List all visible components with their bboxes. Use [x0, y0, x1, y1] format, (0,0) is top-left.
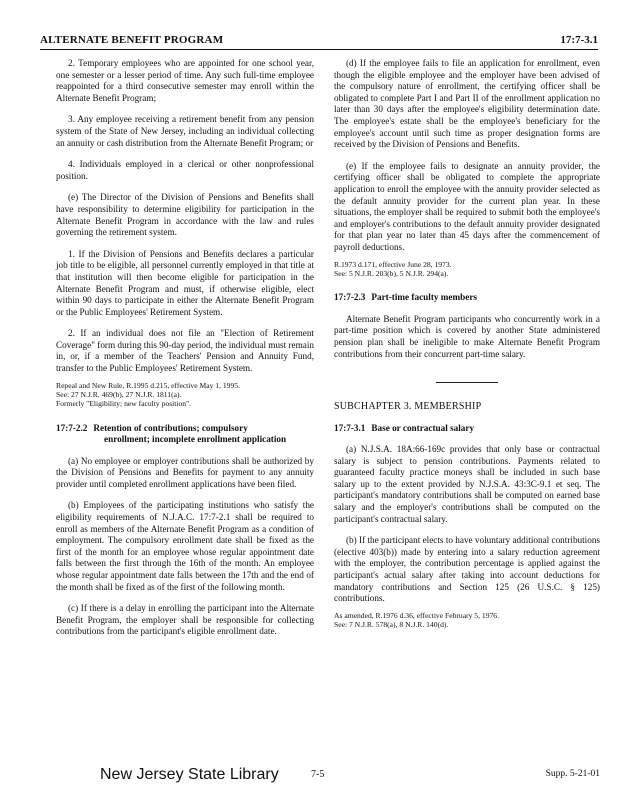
paragraph-e1: 1. If the Division of Pensions and Benefits declares a particular job title to be eligible, all personnel currently employed in that title at that institution will then become eligible for participation in the Alternate Benefit Program and must, if otherwise eligible, elect within 90 days to participate in either the Alternate Benefit Program or the Public Employees' Retirement System. [56, 248, 314, 317]
section-divider [436, 382, 498, 383]
section-title-line1: Retention of contributions; compulsory [93, 422, 248, 433]
history-note-2-2 [334, 260, 600, 279]
paragraph-3-1-a: (a) N.J.S.A. 18A:66-169c provides that only base or contractual salary is subject to pension contributions. Payments related to guaranteed faculty practice moneys shall be included in such base salary up to the extent provided by N.J.S.A. 43:3C-9.1 et seq. The participant's mandatory contributions shall be computed on earned base salary and the employer's contributions shall be computed on the participant's contractual salary. [334, 444, 600, 524]
section-title: Base or contractual salary [371, 422, 475, 433]
library-watermark: New Jersey State Library [100, 766, 279, 783]
history-line: Formerly "Eligibility; new faculty position". [56, 399, 192, 409]
right-column [334, 58, 600, 644]
section-heading-2-2 [56, 423, 314, 446]
paragraph-2-2-b: (b) Employees of the participating institutions who satisfy the eligibility requirements of N.J.A.C. 17:7-2.1 shall be required to enroll as members of the Alternate Benefit Program as a condition of employment. The compulsory enrollment date shall be fixed as the first of the month for an employee whose regular appointment date falls between the first through the 16th of the month. An employee whose regular appointment date falls between the 17th and the end of the month shall be fixed as of the first of the following month. [56, 500, 314, 592]
paragraph-2-2-c: (c) If there is a delay in enrolling the participant into the Alternate Benefit Program, the employer shall be responsible for collecting contributions from the participant's eligible enrollment date. [56, 603, 314, 637]
history-line: R.1973 d.171, effective June 28, 1973. [334, 259, 452, 269]
history-line: See: 7 N.J.R. 578(a), 8 N.J.R. 140(d). [334, 620, 449, 630]
paragraph-e2: 2. If an individual does not file an "Election of Retirement Coverage" form during this 90-day period, the individual must remain in, or, if a member of the Teachers' Pension and Annuity Fund, transfer to the Public Employees' Retirement System. [56, 328, 314, 374]
paragraph-3-1-b: (b) If the participant elects to have voluntary additional contributions (elective 403(b)) made by entering into a salary reduction agreement with the employer, the contribution percentage is applied against the participant's actual salary after taking into account deductions for mandatory contributions and Section 125 (26 U.S.C. § 125) contributions. [334, 535, 600, 604]
history-line: See: 27 N.J.R. 469(b), 27 N.J.R. 1811(a). [56, 390, 182, 400]
supplement-date: Supp. 5-21-01 [545, 769, 600, 779]
section-title: Part-time faculty members [371, 292, 478, 303]
history-note-3-1 [334, 611, 600, 630]
section-number: 17:7-2.2 [56, 422, 88, 433]
history-note-2-1 [56, 381, 314, 409]
paragraph-2-2-e: (e) If the employee fails to designate an annuity provider, the certifying officer shall be obligated to complete the appropriate application to enroll the employee with the annuity provider selected as the default annuity provider for the current plan year. In these situations, the employer shall be required to submit both the employee's and employer's contributions to the default annuity provider designated for that plan year no later than 45 days after the commencement of payroll deductions. [334, 160, 600, 252]
running-head-section: 17:7-3.1 [560, 34, 598, 46]
section-title-line2: enrollment; incomplete enrollment application [104, 434, 287, 445]
history-line: See: 5 N.J.R. 203(b), 5 N.J.R. 294(a). [334, 268, 449, 278]
left-column [56, 58, 314, 648]
subchapter-heading: SUBCHAPTER 3. MEMBERSHIP [334, 401, 482, 413]
section-heading-2-3 [334, 292, 600, 303]
running-head-title: ALTERNATE BENEFIT PROGRAM [40, 34, 224, 46]
header-rule [40, 49, 598, 50]
page-number: 7-5 [311, 769, 325, 780]
paragraph-2-3: Alternate Benefit Program participants who concurrently work in a part-time position which is covered by another State administered pension plan shall be ineligible to make Alternate Benefit Program contributions from their concurrent part-time salary. [334, 313, 600, 359]
history-line: Repeal and New Rule, R.1995 d.215, effective May 1, 1995. [56, 380, 240, 390]
paragraph-e: (e) The Director of the Division of Pensions and Benefits shall have responsibility to determine eligibility for participation in the Alternate Benefit Program in accordance with the law and rules governing the retirement system. [56, 192, 314, 238]
paragraph-2-2-a: (a) No employee or employer contributions shall be authorized by the Division of Pensions and Benefits for payment to any annuity provider until completed enrollment applications have been filed. [56, 455, 314, 489]
section-number: 17:7-2.3 [334, 292, 366, 303]
paragraph-2-2-d: (d) If the employee fails to file an application for enrollment, even though the eligible employee and the employer have been advised of the compulsory nature of enrollment, the certifying officer shall be obligated to complete Part I and Part II of the enrollment application no later than 30 days after the employee's eligibility determination date. The employee's estate shall be the employee's beneficiary for the employee's account until such time as proper designation forms are received by the Division of Pensions and Benefits. [334, 58, 600, 150]
section-number: 17:7-3.1 [334, 422, 366, 433]
paragraph-c2: 2. Temporary employees who are appointed for one school year, one semester or a lesser period of time. Any such full-time employee reappointed for a third consecutive semester may enroll within the Alternate Benefit Program; [56, 58, 314, 103]
section-heading-3-1 [334, 423, 600, 434]
history-line: As amended, R.1976 d.36, effective February 5, 1976. [334, 610, 499, 620]
paragraph-c3: 3. Any employee receiving a retirement benefit from any pension system of the State of New Jersey, including an individual collecting an annuity or cash distribution from the Alternate Benefit Program; or [56, 114, 314, 148]
paragraph-c4: 4. Individuals employed in a clerical or other nonprofessional position. [56, 159, 314, 181]
